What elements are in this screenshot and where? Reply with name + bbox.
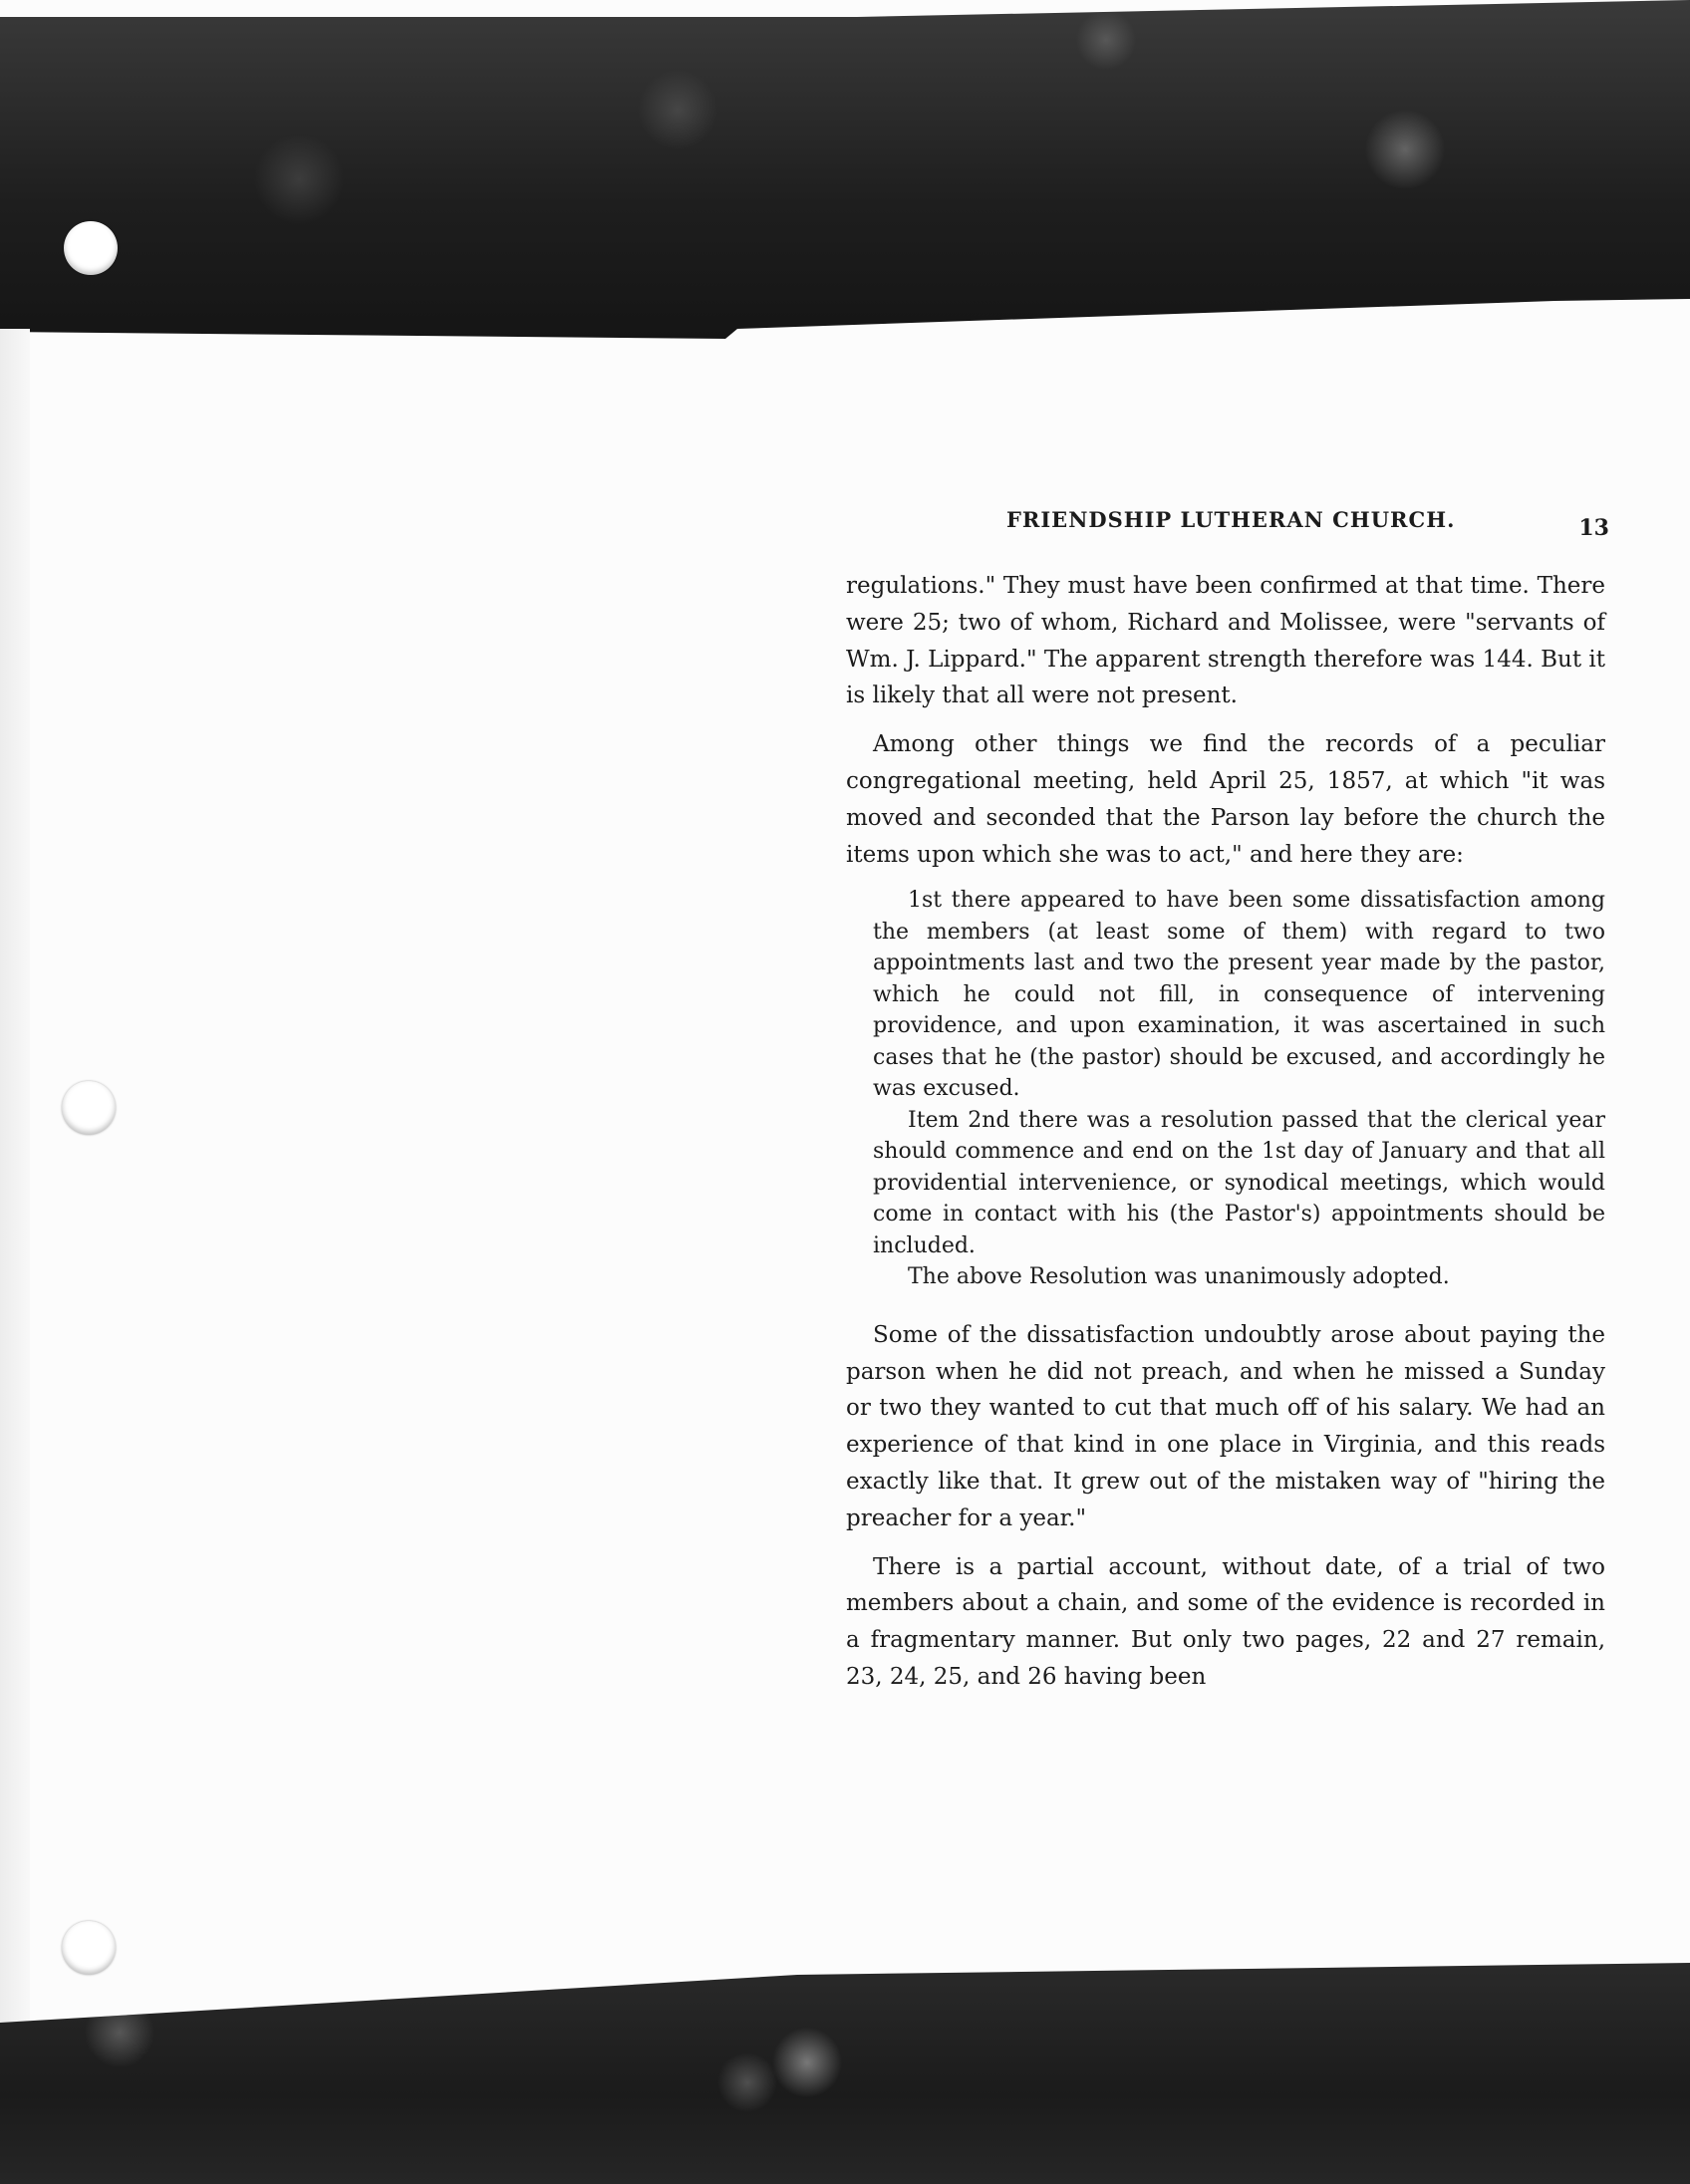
punch-hole-middle — [62, 1081, 116, 1135]
paragraph-4: There is a partial account, without date, of a trial of two members about a chain, and some of the evidence is recorded in a fragmentary manner. But only two pages, 22 and 27 remain, 23, 24, 25, and 26 having been — [846, 1553, 1605, 1691]
punch-hole-bottom — [62, 1921, 116, 1975]
page-header — [1006, 501, 1609, 541]
quoted-item-2: Item 2nd there was a resolution passed that the clerical year should commence and end on the 1st day of January and that all providential intervenience, or synodical meetings, which would come in contact with his (the Pastor's) appointments should be included. — [873, 1107, 1605, 1258]
text-column — [846, 568, 1605, 1696]
punch-hole-top — [64, 221, 118, 275]
quoted-item-3: The above Resolution was unanimously adopted. — [908, 1264, 1450, 1290]
running-title: FRIENDSHIP LUTHERAN CHURCH. — [1006, 507, 1456, 532]
page-left-edge — [0, 329, 30, 2023]
scan-border-bottom — [0, 1963, 1690, 2184]
scan-border-top — [0, 0, 1690, 339]
paragraph-2: Among other things we find the records of a peculiar congregational meeting, held April 25, 1857, at which "it was moved and seconded that the Parson lay before the church the items upon which she was to act," and here they are: — [846, 731, 1605, 868]
quoted-minutes — [873, 885, 1605, 1293]
paragraph-1: regulations." They must have been confirmed at that time. There were 25; two of whom, Richard and Molissee, were "servants of Wm. J. Lippard." The apparent strength therefore was 144. But it is likely that all were not present. — [846, 573, 1605, 709]
paragraph-3: Some of the dissatisfaction undoubtly arose about paying the parson when he did not preach, and when he missed a Sunday or two they wanted to cut that much off of his salary. We had an experience of that kind in one place in Virginia, and this reads exactly like that. It grew out of the mistaken way of "hiring the preacher for a year." — [846, 1321, 1605, 1531]
quoted-item-1: 1st there appeared to have been some dissatisfaction among the members (at least some of them) with regard to two appointments last and two the present year made by the pastor, which he could not fill, in consequence of intervening providence, and upon examination, it was ascertained in such cases that he (the pastor) should be excused, and accordingly he was excused. — [873, 888, 1605, 1102]
page-number: 13 — [1578, 515, 1609, 541]
